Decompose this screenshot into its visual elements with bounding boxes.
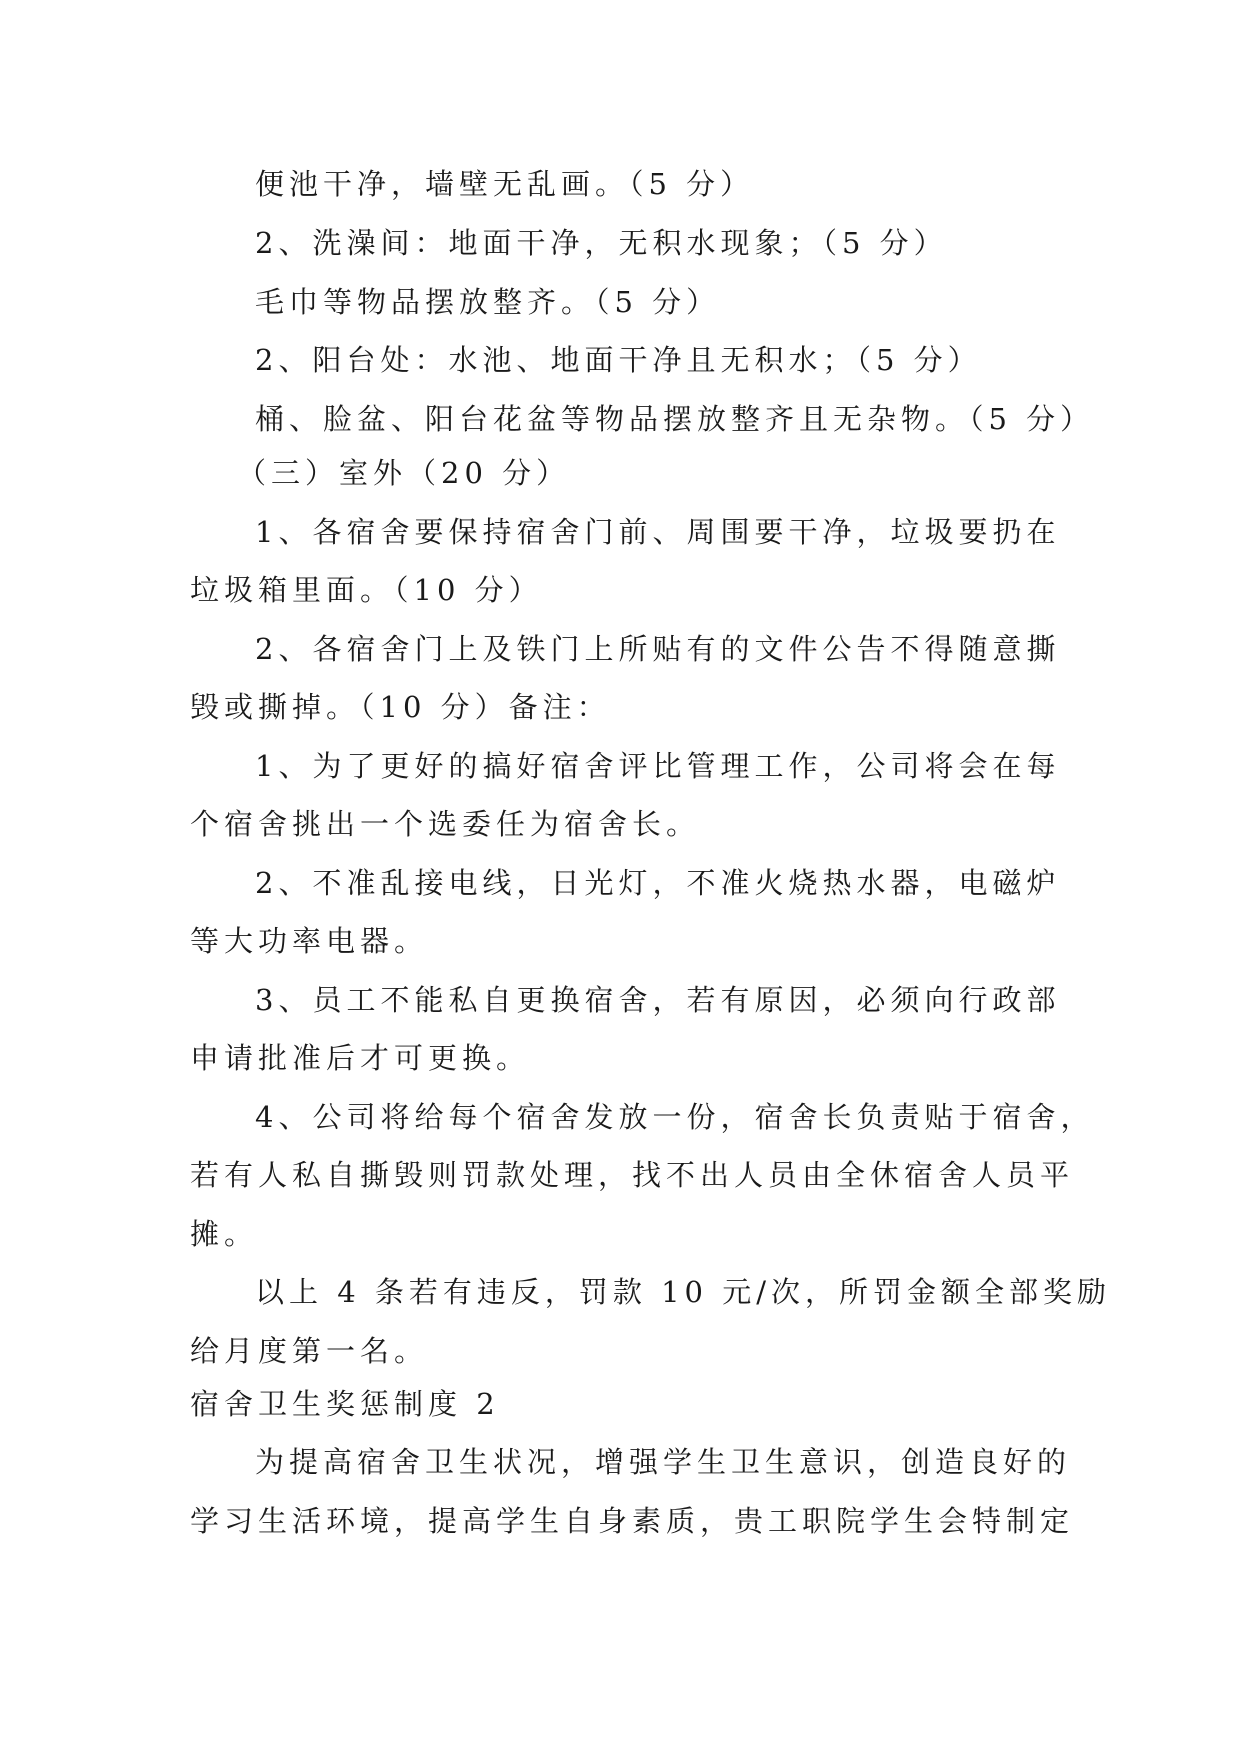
- text-line: 1、各宿舍要保持宿舍门前、周围要干净，垃圾要扔在: [255, 515, 1061, 549]
- text-line: 2、阳台处：水池、地面干净且无积水；（5 分）: [255, 343, 982, 377]
- text-line: 摊。: [190, 1217, 259, 1251]
- text-line: 以上 4 条若有违反，罚款 10 元/次，所罚金额全部奖励: [255, 1275, 1111, 1309]
- text-line: 垃圾箱里面。（10 分）: [190, 573, 543, 607]
- text-line: 毁或撕掉。（10 分）备注：: [190, 690, 611, 724]
- text-line: 1、为了更好的搞好宿舍评比管理工作，公司将会在每: [255, 749, 1061, 783]
- text-line: 个宿舍挑出一个选委任为宿舍长。: [190, 807, 701, 841]
- text-line: 等大功率电器。: [190, 924, 429, 958]
- text-line: 给月度第一名。: [190, 1334, 429, 1368]
- text-line: 若有人私自撕毁则罚款处理，找不出人员由全休宿舍人员平: [190, 1158, 1075, 1192]
- text-line: 为提高宿舍卫生状况，增强学生卫生意识，创造良好的: [255, 1445, 1072, 1479]
- text-line: 学习生活环境，提高学生自身素质，贵工职院学生会特制定: [190, 1504, 1075, 1538]
- text-line: 2、不准乱接电线，日光灯，不准火烧热水器，电磁炉: [255, 866, 1061, 900]
- text-line: 桶、脸盆、阳台花盆等物品摆放整齐且无杂物。（5 分）: [255, 402, 1095, 436]
- text-line: 2、洗澡间：地面干净，无积水现象；（5 分）: [255, 226, 948, 260]
- text-line: 便池干净，墙壁无乱画。（5 分）: [255, 167, 755, 201]
- text-line: 3、员工不能私自更换宿舍，若有原因，必须向行政部: [255, 983, 1061, 1017]
- text-line: 2、各宿舍门上及铁门上所贴有的文件公告不得随意撕: [255, 632, 1061, 666]
- text-line: 毛巾等物品摆放整齐。（5 分）: [255, 285, 721, 319]
- section-heading: （三）室外（20 分）: [237, 456, 571, 490]
- text-line: 申请批准后才可更换。: [190, 1041, 531, 1075]
- text-line: 4、公司将给每个宿舍发放一份，宿舍长负责贴于宿舍，: [255, 1100, 1095, 1134]
- document-title: 宿舍卫生奖惩制度 2: [190, 1387, 500, 1421]
